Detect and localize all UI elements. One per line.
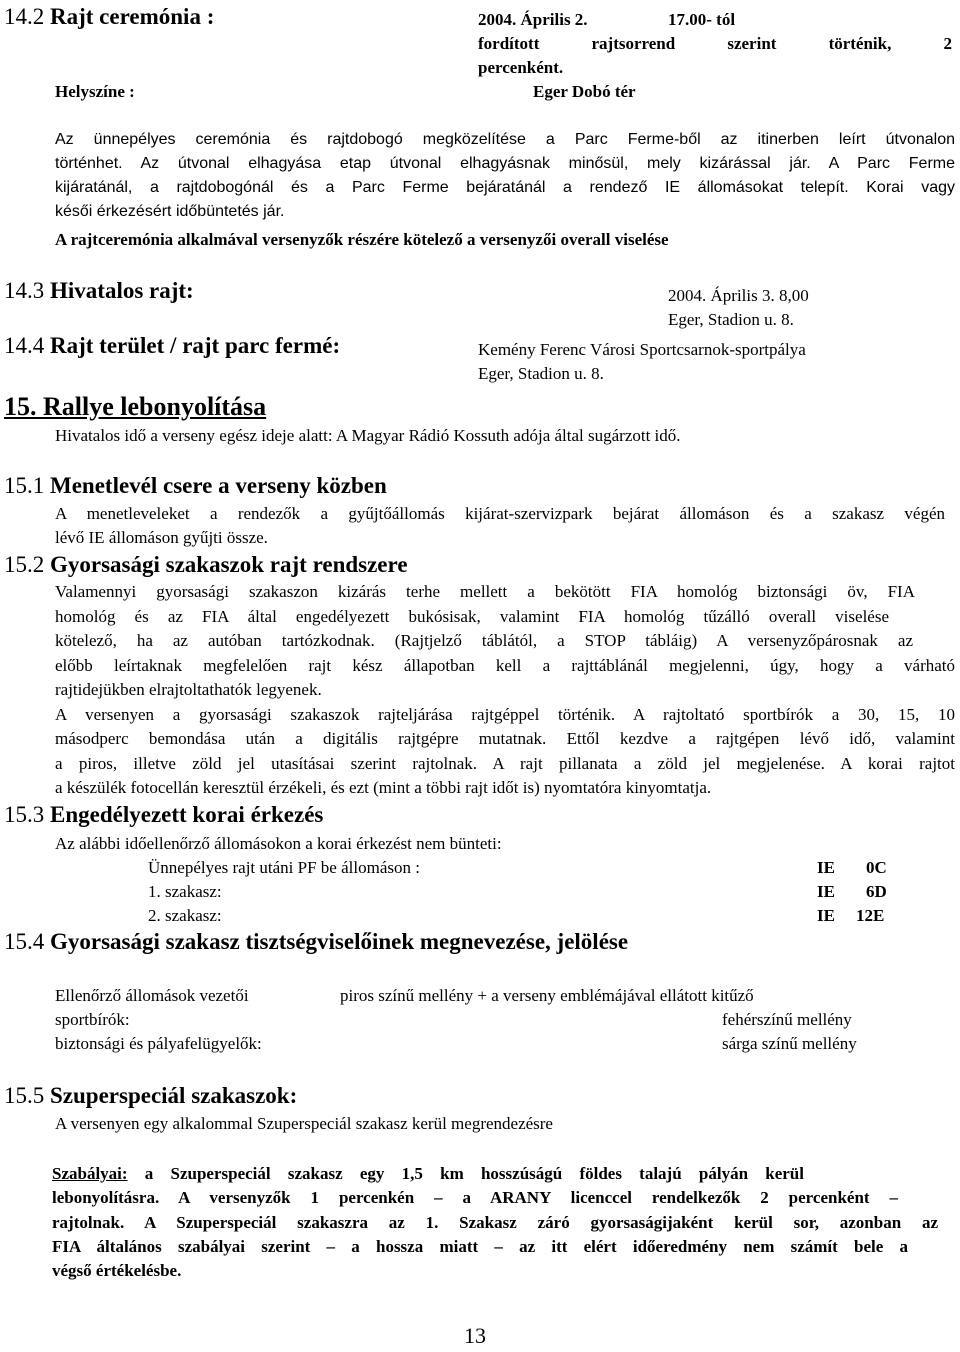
- paragraph-line: kijáratánál, a rajtdobogónál és a Parc Ferme bejáratánál a rendező IE állomásokat telepít. Korai vagy: [55, 179, 955, 196]
- paragraph-line: Valamennyi gyorsasági szakaszon kizárás terhe mellett a bekötött FIA homológ biztonsági öv, FIA: [55, 582, 915, 601]
- paragraph-line: lévő IE állomáson gyűjti össze.: [55, 528, 268, 547]
- section-number: 14.3: [4, 278, 45, 303]
- section-number: 14.2: [4, 4, 45, 29]
- heading-15-1: [4, 473, 387, 499]
- section-number: 15.4: [4, 929, 45, 954]
- official-time-text: Hivatalos idő a verseny egész ideje alatt: A Magyar Rádió Kossuth adója által sugárzott idő.: [55, 426, 681, 445]
- paragraph-line: késői érkezésért időbüntetés jár.: [55, 203, 285, 220]
- rules-label: Szabályai:: [52, 1164, 128, 1183]
- paragraph-line: rajtidejükben elrajtoltathatók legyenek.: [55, 680, 322, 699]
- paragraph-line: A versenyen a gyorsasági szakaszok rajteljárása rajtgéppel történik. A rajtoltató sportbírók a 30, 15, 10: [55, 705, 955, 724]
- paragraph-line: Az ünnepélyes ceremónia és rajtdobogó megközelítése a Parc Ferme-ből az itinerben leírt útvonalon: [55, 131, 955, 148]
- early-arrival-row-ie: IE: [817, 858, 835, 877]
- start-area-address: Eger, Stadion u. 8.: [478, 364, 604, 383]
- bold-notice: A rajtceremónia alkalmával versenyzők részére kötelező a versenyzői overall viselése: [55, 230, 669, 249]
- heading-15-5: [4, 1083, 297, 1109]
- paragraph-line: a piros, illetve zöld jel utasításai szerint rajtolnak. A rajt pillanata a zöld jel megjelenése. A korai rajtot: [55, 754, 955, 773]
- superspecial-text: A versenyen egy alkalommal Szuperspeciál szakasz kerül megrendezésre: [55, 1114, 553, 1133]
- ceremony-date: 2004. Április 2.: [478, 10, 588, 29]
- section-number: 15.2: [4, 552, 45, 577]
- early-arrival-row-ie: IE: [817, 906, 835, 925]
- heading-15-3: [4, 802, 323, 828]
- ceremony-desc-line2: percenként.: [478, 58, 564, 77]
- official-role-label: biztonsági és pályafelügyelők:: [55, 1034, 262, 1053]
- official-role-marking: piros színű mellény + a verseny emblémájával ellátott kitűző: [340, 986, 754, 1005]
- section-title: Menetlevél csere a verseny közben: [50, 473, 387, 498]
- location-value: Eger Dobó tér: [533, 82, 636, 101]
- rules-line: lebonyolításra. A versenyzők 1 percenkén – a ARANY licenccel rendelkezők 2 percenként –: [52, 1188, 898, 1207]
- section-title: Hivatalos rajt:: [50, 278, 194, 303]
- section-number: 14.4: [4, 333, 45, 358]
- ceremony-time: 17.00- tól: [668, 10, 736, 29]
- page-number: 13: [464, 1323, 486, 1348]
- section-title: Szuperspeciál szakaszok:: [50, 1083, 298, 1108]
- heading-14-2: [4, 4, 214, 30]
- section-title: Gyorsasági szakaszok rajt rendszere: [50, 552, 408, 577]
- heading-15-2: [4, 552, 408, 578]
- ceremony-desc-line1: fordított rajtsorrend szerint történik, 2: [478, 34, 952, 53]
- paragraph-line: történhet. Az útvonal elhagyása etap útvonal elhagyásnak minősül, mely kizárással jár. A Parc Ferme: [55, 155, 955, 172]
- paragraph-line: kötelező, ha az autóban tartózkodnak. (Rajtjelző táblától, a STOP tábláig) A versenyzőpárosnak az: [55, 631, 913, 650]
- early-arrival-row-label: 1. szakasz:: [148, 882, 222, 901]
- early-arrival-row-label: Ünnepélyes rajt utáni PF be állomáson :: [148, 858, 420, 877]
- official-start-location: Eger, Stadion u. 8.: [668, 310, 794, 329]
- paragraph-line: a készülék fotocellán keresztül érzékeli, és ezt (mint a többi rajt időt is) nyomtatóra kinyomtatja.: [55, 778, 712, 797]
- section-title: Rajt terület / rajt parc fermé:: [50, 333, 341, 358]
- section-number: 15.3: [4, 802, 45, 827]
- rules-text: a Szuperspeciál szakasz egy 1,5 km hosszúságú földes talajú pályán kerül: [127, 1164, 804, 1183]
- early-arrival-intro: Az alábbi időellenőrző állomásokon a korai érkezést nem bünteti:: [55, 834, 502, 853]
- heading-14-3: [4, 278, 194, 304]
- section-title: Gyorsasági szakasz tisztségviselőinek megnevezése, jelölése: [50, 929, 629, 954]
- official-role-marking: fehérszínű mellény: [722, 1010, 852, 1029]
- location-label: Helyszíne :: [55, 82, 135, 101]
- start-area-venue: Kemény Ferenc Városi Sportcsarnok-sportpálya: [478, 340, 806, 359]
- paragraph-line: előbb leírtaknak megfelelően rajt kész állapotban kell a rajttáblánál megjelenni, úgy, hogy a várható: [55, 656, 955, 675]
- official-role-marking: sárga színű mellény: [722, 1034, 857, 1053]
- rules-line: [52, 1162, 804, 1186]
- paragraph-line: másodperc bemondása után a digitális rajtgépre mutatnak. Ettől kezdve a rajtgépen lévő idő, valamint: [55, 729, 955, 748]
- heading-14-4: [4, 333, 340, 359]
- section-number: 15.5: [4, 1083, 45, 1108]
- paragraph-line: homológ és az FIA által engedélyezett bukósisak, valamint FIA homológ tűzálló overall viselése: [55, 607, 889, 626]
- official-start-date: 2004. Április 3. 8,00: [668, 286, 809, 305]
- early-arrival-row-code: 12E: [856, 906, 885, 925]
- section-number: 15.1: [4, 473, 45, 498]
- section-title: Rajt ceremónia :: [50, 4, 215, 29]
- early-arrival-row-code: 6D: [866, 882, 887, 901]
- rules-line: rajtolnak. A Szuperspeciál szakaszra az 1. Szakasz záró gyorsaságijaként kerül sor, azonban az: [52, 1213, 938, 1232]
- heading-15: [4, 392, 266, 422]
- section-number: 15.: [4, 392, 37, 421]
- early-arrival-row-code: 0C: [866, 858, 887, 877]
- heading-15-4: [4, 929, 628, 955]
- rules-line: FIA általános szabályai szerint – a hossza miatt – az itt elért időeredmény nem számít bele a: [52, 1237, 908, 1256]
- rules-line: végső értékelésbe.: [52, 1261, 182, 1280]
- official-role-label: sportbírók:: [55, 1010, 130, 1029]
- official-role-label: Ellenőrző állomások vezetői: [55, 986, 249, 1005]
- early-arrival-row-ie: IE: [817, 882, 835, 901]
- section-title: Engedélyezett korai érkezés: [50, 802, 324, 827]
- section-title: Rallye lebonyolítása: [43, 392, 267, 421]
- paragraph-line: A menetleveleket a rendezők a gyűjtőállomás kijárat-szervizpark bejárat állomáson és a szakasz végén: [55, 504, 945, 523]
- early-arrival-row-label: 2. szakasz:: [148, 906, 222, 925]
